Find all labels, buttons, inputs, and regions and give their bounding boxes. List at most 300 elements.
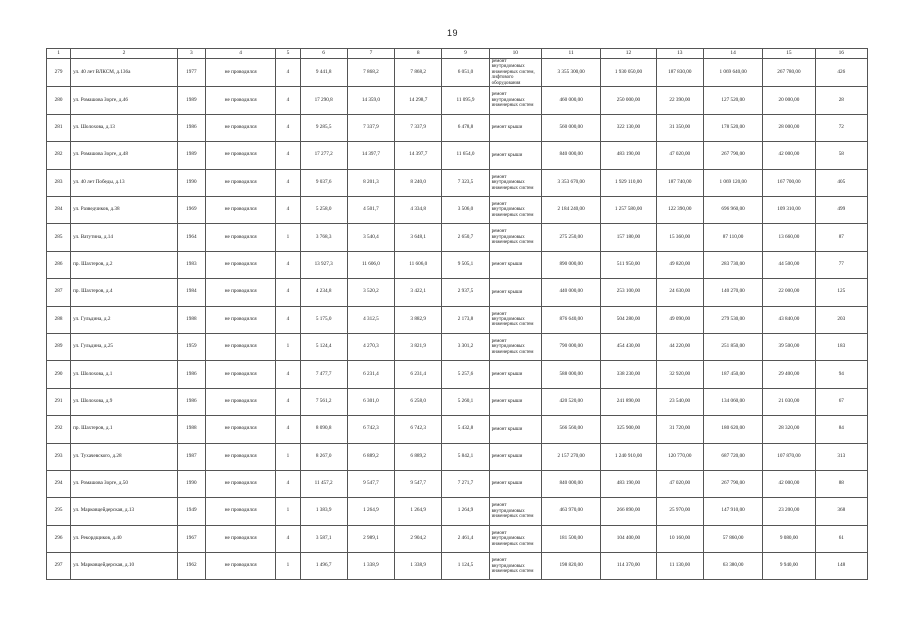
cell-address: ул. Гульдина, д.25 xyxy=(71,333,178,360)
cell-total-area: 13 927,3 xyxy=(300,251,347,278)
cell-total-area: 4 234,8 xyxy=(300,279,347,306)
cell-year-built: 1988 xyxy=(177,306,205,333)
cell-row-number: 286 xyxy=(47,251,71,278)
cell-year-built: 1990 xyxy=(177,470,205,497)
cell-municipal-cost: 1 069 640,00 xyxy=(703,59,762,87)
cell-year-built: 1986 xyxy=(177,388,205,415)
cell-total-area: 11 457,2 xyxy=(300,470,347,497)
cell-residents-count: 368 xyxy=(815,498,867,525)
cell-living-area: 6 889,2 xyxy=(347,443,394,470)
cell-regional-cost: 25 970,00 xyxy=(656,498,703,525)
column-header: 14 xyxy=(703,49,762,59)
cell-total-area: 7 477,7 xyxy=(300,361,347,388)
cell-private-area: 2 937,5 xyxy=(442,279,489,306)
cell-category: 1 xyxy=(276,333,300,360)
cell-regional-cost: 47 020,00 xyxy=(656,142,703,169)
cell-residential-area: 3 882,9 xyxy=(395,306,442,333)
cell-total-cost: 588 000,00 xyxy=(541,361,600,388)
cell-work-type: ремонт внутридомовых инженерных систем xyxy=(489,498,541,525)
table-row xyxy=(47,498,868,525)
cell-year-built: 1989 xyxy=(177,87,205,114)
cell-work-type: ремонт крыши xyxy=(489,361,541,388)
cell-residential-area: 7 337,9 xyxy=(395,114,442,141)
cell-municipal-cost: 57 860,00 xyxy=(703,525,762,552)
cell-address: ул. Ромашова Зорге, д.48 xyxy=(71,142,178,169)
cell-work-type: ремонт крыши xyxy=(489,470,541,497)
cell-owner-cost: 42 000,00 xyxy=(763,470,815,497)
cell-category: 4 xyxy=(276,59,300,87)
cell-row-number: 289 xyxy=(47,333,71,360)
cell-category: 4 xyxy=(276,251,300,278)
cell-residents-count: 77 xyxy=(815,251,867,278)
cell-work-type: ремонт внутридомовых инженерных систем xyxy=(489,196,541,223)
cell-private-area: 1 124,5 xyxy=(442,553,489,580)
cell-last-repair: не проводился xyxy=(205,196,275,223)
cell-regional-cost: 11 130,00 xyxy=(656,553,703,580)
table-row xyxy=(47,333,868,360)
cell-work-type: ремонт крыши xyxy=(489,251,541,278)
cell-regional-cost: 22 390,00 xyxy=(656,87,703,114)
cell-total-area: 9 285,5 xyxy=(300,114,347,141)
cell-fund-cost: 483 190,00 xyxy=(601,470,656,497)
cell-address: пр. Шахтеров, д.2 xyxy=(71,251,178,278)
cell-owner-cost: 42 000,00 xyxy=(763,142,815,169)
cell-residential-area: 3 422,1 xyxy=(395,279,442,306)
cell-address: ул. 40 лет ВЛКСМ, д.136а xyxy=(71,59,178,87)
cell-private-area: 11 095,9 xyxy=(442,87,489,114)
cell-owner-cost: 21 030,00 xyxy=(763,388,815,415)
cell-row-number: 297 xyxy=(47,553,71,580)
cell-owner-cost: 29 400,00 xyxy=(763,361,815,388)
cell-owner-cost: 22 000,00 xyxy=(763,279,815,306)
cell-living-area: 6 301,0 xyxy=(347,388,394,415)
cell-regional-cost: 31 720,00 xyxy=(656,416,703,443)
cell-total-cost: 420 520,00 xyxy=(541,388,600,415)
table-row xyxy=(47,224,868,251)
table-row xyxy=(47,553,868,580)
cell-address: ул. Шолохова, д.1 xyxy=(71,361,178,388)
cell-fund-cost: 241 890,00 xyxy=(601,388,656,415)
cell-private-area: 3 301,2 xyxy=(442,333,489,360)
cell-residential-area: 4 334,8 xyxy=(395,196,442,223)
cell-municipal-cost: 140 270,00 xyxy=(703,279,762,306)
cell-living-area: 2 989,1 xyxy=(347,525,394,552)
cell-living-area: 3 540,4 xyxy=(347,224,394,251)
cell-residential-area: 11 606,0 xyxy=(395,251,442,278)
cell-address: ул. Марковцейдерская, д.13 xyxy=(71,498,178,525)
cell-residents-count: 94 xyxy=(815,361,867,388)
cell-municipal-cost: 127 520,00 xyxy=(703,87,762,114)
cell-work-type: ремонт внутридомовых инженерных систем xyxy=(489,525,541,552)
cell-work-type: ремонт крыши xyxy=(489,416,541,443)
cell-total-area: 9 441,8 xyxy=(300,59,347,87)
cell-owner-cost: 23 200,00 xyxy=(763,498,815,525)
cell-living-area: 4 501,7 xyxy=(347,196,394,223)
cell-residents-count: 87 xyxy=(815,224,867,251)
cell-address: пр. Шахтеров, д.4 xyxy=(71,279,178,306)
table-row xyxy=(47,470,868,497)
cell-residential-area: 6 742,3 xyxy=(395,416,442,443)
cell-municipal-cost: 178 520,00 xyxy=(703,114,762,141)
table-row xyxy=(47,169,868,196)
cell-regional-cost: 31 350,00 xyxy=(656,114,703,141)
cell-residents-count: 148 xyxy=(815,553,867,580)
cell-residents-count: 58 xyxy=(815,142,867,169)
cell-residential-area: 9 547,7 xyxy=(395,470,442,497)
cell-last-repair: не проводился xyxy=(205,306,275,333)
cell-municipal-cost: 267 790,00 xyxy=(703,470,762,497)
cell-year-built: 1977 xyxy=(177,59,205,87)
cell-residential-area: 8 240,0 xyxy=(395,169,442,196)
cell-regional-cost: 120 770,00 xyxy=(656,443,703,470)
column-header: 2 xyxy=(71,49,178,59)
column-header: 16 xyxy=(815,49,867,59)
cell-total-cost: 2 184 240,00 xyxy=(541,196,600,223)
cell-total-cost: 566 560,00 xyxy=(541,416,600,443)
cell-fund-cost: 250 000,00 xyxy=(601,87,656,114)
cell-residents-count: 125 xyxy=(815,279,867,306)
cell-fund-cost: 1 240 910,00 xyxy=(601,443,656,470)
cell-category: 4 xyxy=(276,361,300,388)
cell-address: ул. Шолохова, д.9 xyxy=(71,388,178,415)
cell-total-cost: 790 000,00 xyxy=(541,333,600,360)
cell-living-area: 14 359,0 xyxy=(347,87,394,114)
cell-last-repair: не проводился xyxy=(205,470,275,497)
cell-owner-cost: 43 840,00 xyxy=(763,306,815,333)
cell-fund-cost: 157 180,00 xyxy=(601,224,656,251)
cell-year-built: 1990 xyxy=(177,169,205,196)
cell-regional-cost: 49 820,00 xyxy=(656,251,703,278)
cell-row-number: 293 xyxy=(47,443,71,470)
column-header: 15 xyxy=(763,49,815,59)
cell-last-repair: не проводился xyxy=(205,553,275,580)
cell-living-area: 9 547,7 xyxy=(347,470,394,497)
cell-private-area: 2 650,7 xyxy=(442,224,489,251)
cell-municipal-cost: 134 060,00 xyxy=(703,388,762,415)
cell-municipal-cost: 87 110,00 xyxy=(703,224,762,251)
cell-category: 1 xyxy=(276,498,300,525)
cell-row-number: 295 xyxy=(47,498,71,525)
table-header xyxy=(47,49,868,59)
cell-municipal-cost: 251 850,00 xyxy=(703,333,762,360)
cell-last-repair: не проводился xyxy=(205,361,275,388)
cell-row-number: 281 xyxy=(47,114,71,141)
cell-work-type: ремонт внутридомовых инженерных систем, лифтового оборудования xyxy=(489,59,541,87)
column-header: 8 xyxy=(395,49,442,59)
cell-work-type: ремонт внутридомовых инженерных систем xyxy=(489,333,541,360)
cell-total-cost: 3 355 300,00 xyxy=(541,59,600,87)
cell-regional-cost: 10 160,00 xyxy=(656,525,703,552)
cell-private-area: 6 051,0 xyxy=(442,59,489,87)
cell-row-number: 287 xyxy=(47,279,71,306)
cell-municipal-cost: 687 720,00 xyxy=(703,443,762,470)
cell-total-area: 1 496,7 xyxy=(300,553,347,580)
cell-municipal-cost: 283 730,00 xyxy=(703,251,762,278)
cell-total-cost: 890 000,00 xyxy=(541,251,600,278)
cell-year-built: 1983 xyxy=(177,251,205,278)
cell-municipal-cost: 147 910,00 xyxy=(703,498,762,525)
cell-year-built: 1986 xyxy=(177,361,205,388)
cell-private-area: 3 506,0 xyxy=(442,196,489,223)
cell-private-area: 11 654,0 xyxy=(442,142,489,169)
cell-private-area: 6 478,8 xyxy=(442,114,489,141)
table-body xyxy=(47,59,868,580)
cell-row-number: 283 xyxy=(47,169,71,196)
cell-work-type: ремонт крыши xyxy=(489,142,541,169)
cell-regional-cost: 187 830,00 xyxy=(656,59,703,87)
cell-category: 4 xyxy=(276,525,300,552)
cell-fund-cost: 1 929 110,00 xyxy=(601,169,656,196)
cell-residential-area: 14 397,7 xyxy=(395,142,442,169)
cell-address: ул. Ромашова Зорге, д.46 xyxy=(71,87,178,114)
cell-total-area: 5 258,0 xyxy=(300,196,347,223)
cell-fund-cost: 338 230,00 xyxy=(601,361,656,388)
cell-regional-cost: 15 360,00 xyxy=(656,224,703,251)
cell-last-repair: не проводился xyxy=(205,169,275,196)
cell-category: 1 xyxy=(276,553,300,580)
cell-residential-area: 14 298,7 xyxy=(395,87,442,114)
cell-regional-cost: 32 920,00 xyxy=(656,361,703,388)
cell-living-area: 6 231,4 xyxy=(347,361,394,388)
cell-fund-cost: 322 130,00 xyxy=(601,114,656,141)
cell-total-area: 5 124,4 xyxy=(300,333,347,360)
cell-total-cost: 198 820,00 xyxy=(541,553,600,580)
cell-address: ул. Рекордщиков, д.40 xyxy=(71,525,178,552)
cell-living-area: 7 337,9 xyxy=(347,114,394,141)
cell-municipal-cost: 1 069 120,00 xyxy=(703,169,762,196)
cell-fund-cost: 504 280,00 xyxy=(601,306,656,333)
cell-last-repair: не проводился xyxy=(205,443,275,470)
cell-total-area: 8 090,8 xyxy=(300,416,347,443)
cell-owner-cost: 13 660,00 xyxy=(763,224,815,251)
cell-living-area: 7 868,2 xyxy=(347,59,394,87)
table-row xyxy=(47,525,868,552)
cell-fund-cost: 104 400,00 xyxy=(601,525,656,552)
column-header: 4 xyxy=(205,49,275,59)
table-row xyxy=(47,361,868,388)
cell-private-area: 7 271,7 xyxy=(442,470,489,497)
cell-fund-cost: 266 890,00 xyxy=(601,498,656,525)
cell-regional-cost: 49 090,00 xyxy=(656,306,703,333)
cell-owner-cost: 109 310,00 xyxy=(763,196,815,223)
cell-row-number: 279 xyxy=(47,59,71,87)
header-row xyxy=(47,49,868,59)
cell-address: ул. Гульдина, д.2 xyxy=(71,306,178,333)
cell-living-area: 14 397,7 xyxy=(347,142,394,169)
cell-work-type: ремонт крыши xyxy=(489,388,541,415)
column-header: 6 xyxy=(300,49,347,59)
cell-municipal-cost: 267 790,00 xyxy=(703,142,762,169)
cell-total-area: 3 587,1 xyxy=(300,525,347,552)
cell-row-number: 284 xyxy=(47,196,71,223)
cell-private-area: 2 461,4 xyxy=(442,525,489,552)
cell-owner-cost: 44 500,00 xyxy=(763,251,815,278)
cell-total-area: 7 561,2 xyxy=(300,388,347,415)
cell-owner-cost: 9 080,00 xyxy=(763,525,815,552)
cell-residents-count: 313 xyxy=(815,443,867,470)
cell-year-built: 1962 xyxy=(177,553,205,580)
cell-regional-cost: 24 630,00 xyxy=(656,279,703,306)
cell-living-area: 6 742,3 xyxy=(347,416,394,443)
cell-residential-area: 7 868,2 xyxy=(395,59,442,87)
table-row xyxy=(47,251,868,278)
cell-living-area: 3 520,2 xyxy=(347,279,394,306)
cell-category: 4 xyxy=(276,416,300,443)
cell-total-cost: 181 500,00 xyxy=(541,525,600,552)
cell-category: 4 xyxy=(276,306,300,333)
cell-municipal-cost: 63 380,00 xyxy=(703,553,762,580)
cell-owner-cost: 20 000,00 xyxy=(763,87,815,114)
cell-living-area: 1 264,9 xyxy=(347,498,394,525)
cell-address: ул. Разведчиков, д.38 xyxy=(71,196,178,223)
cell-owner-cost: 107 870,00 xyxy=(763,443,815,470)
cell-fund-cost: 253 100,00 xyxy=(601,279,656,306)
table-row xyxy=(47,443,868,470)
column-header: 13 xyxy=(656,49,703,59)
cell-year-built: 1969 xyxy=(177,196,205,223)
cell-residents-count: 61 xyxy=(815,525,867,552)
cell-year-built: 1986 xyxy=(177,114,205,141)
cell-last-repair: не проводился xyxy=(205,333,275,360)
table-row xyxy=(47,59,868,87)
cell-private-area: 7 323,5 xyxy=(442,169,489,196)
cell-category: 1 xyxy=(276,443,300,470)
cell-private-area: 5 432,8 xyxy=(442,416,489,443)
cell-year-built: 1949 xyxy=(177,498,205,525)
cell-living-area: 1 338,9 xyxy=(347,553,394,580)
cell-residents-count: 183 xyxy=(815,333,867,360)
cell-owner-cost: 28 320,00 xyxy=(763,416,815,443)
cell-category: 4 xyxy=(276,470,300,497)
cell-municipal-cost: 180 620,00 xyxy=(703,416,762,443)
cell-fund-cost: 1 257 580,00 xyxy=(601,196,656,223)
cell-owner-cost: 9 940,00 xyxy=(763,553,815,580)
cell-address: ул. Тухачевского, д.28 xyxy=(71,443,178,470)
cell-total-area: 17 277,2 xyxy=(300,142,347,169)
cell-category: 1 xyxy=(276,224,300,251)
cell-work-type: ремонт крыши xyxy=(489,279,541,306)
cell-total-cost: 840 000,00 xyxy=(541,470,600,497)
cell-address: ул. Ромашова Зорге, д.50 xyxy=(71,470,178,497)
cell-last-repair: не проводился xyxy=(205,87,275,114)
cell-total-cost: 560 000,00 xyxy=(541,114,600,141)
cell-address: ул. 40 лет Победы, д.13 xyxy=(71,169,178,196)
cell-owner-cost: 267 780,00 xyxy=(763,59,815,87)
table-row xyxy=(47,142,868,169)
table-row xyxy=(47,416,868,443)
cell-private-area: 1 264,9 xyxy=(442,498,489,525)
column-header: 1 xyxy=(47,49,71,59)
table-row xyxy=(47,388,868,415)
cell-private-area: 5 260,1 xyxy=(442,388,489,415)
cell-last-repair: не проводился xyxy=(205,279,275,306)
cell-residential-area: 6 258,0 xyxy=(395,388,442,415)
cell-private-area: 5 257,6 xyxy=(442,361,489,388)
cell-row-number: 292 xyxy=(47,416,71,443)
cell-residential-area: 1 264,9 xyxy=(395,498,442,525)
cell-living-area: 4 312,5 xyxy=(347,306,394,333)
cell-row-number: 290 xyxy=(47,361,71,388)
cell-fund-cost: 511 950,00 xyxy=(601,251,656,278)
cell-address: ул. Марковцейдерская, д.10 xyxy=(71,553,178,580)
table-row xyxy=(47,114,868,141)
cell-living-area: 11 606,0 xyxy=(347,251,394,278)
cell-year-built: 1959 xyxy=(177,333,205,360)
cell-row-number: 280 xyxy=(47,87,71,114)
column-header: 3 xyxy=(177,49,205,59)
cell-category: 4 xyxy=(276,279,300,306)
cell-total-cost: 3 353 670,00 xyxy=(541,169,600,196)
cell-total-cost: 275 250,00 xyxy=(541,224,600,251)
cell-work-type: ремонт внутридомовых инженерных систем xyxy=(489,169,541,196)
cell-fund-cost: 483 190,00 xyxy=(601,142,656,169)
cell-regional-cost: 47 020,00 xyxy=(656,470,703,497)
cell-residential-area: 3 648,1 xyxy=(395,224,442,251)
cell-residents-count: 28 xyxy=(815,87,867,114)
cell-last-repair: не проводился xyxy=(205,224,275,251)
cell-row-number: 294 xyxy=(47,470,71,497)
cell-address: пр. Шахтеров, д.1 xyxy=(71,416,178,443)
cell-total-area: 17 290,8 xyxy=(300,87,347,114)
cell-living-area: 4 270,3 xyxy=(347,333,394,360)
cell-row-number: 285 xyxy=(47,224,71,251)
cell-row-number: 296 xyxy=(47,525,71,552)
cell-residents-count: 88 xyxy=(815,470,867,497)
cell-year-built: 1964 xyxy=(177,224,205,251)
cell-year-built: 1989 xyxy=(177,142,205,169)
column-header: 10 xyxy=(489,49,541,59)
cell-private-area: 2 173,8 xyxy=(442,306,489,333)
cell-total-cost: 876 640,00 xyxy=(541,306,600,333)
column-header: 9 xyxy=(442,49,489,59)
cell-regional-cost: 122 390,00 xyxy=(656,196,703,223)
cell-work-type: ремонт крыши xyxy=(489,443,541,470)
cell-regional-cost: 44 220,00 xyxy=(656,333,703,360)
cell-last-repair: не проводился xyxy=(205,142,275,169)
cell-last-repair: не проводился xyxy=(205,498,275,525)
cell-residents-count: 72 xyxy=(815,114,867,141)
cell-residential-area: 2 904,2 xyxy=(395,525,442,552)
cell-year-built: 1984 xyxy=(177,279,205,306)
cell-total-cost: 463 970,00 xyxy=(541,498,600,525)
cell-total-area: 1 383,9 xyxy=(300,498,347,525)
cell-regional-cost: 187 740,00 xyxy=(656,169,703,196)
table-row xyxy=(47,306,868,333)
cell-last-repair: не проводился xyxy=(205,388,275,415)
column-header: 11 xyxy=(541,49,600,59)
cell-total-area: 3 768,3 xyxy=(300,224,347,251)
cell-residential-area: 1 338,9 xyxy=(395,553,442,580)
cell-total-cost: 440 000,00 xyxy=(541,279,600,306)
cell-total-area: 9 037,6 xyxy=(300,169,347,196)
cell-residential-area: 6 889,2 xyxy=(395,443,442,470)
cell-private-area: 9 505,1 xyxy=(442,251,489,278)
cell-row-number: 282 xyxy=(47,142,71,169)
data-table xyxy=(46,48,868,580)
cell-municipal-cost: 279 530,00 xyxy=(703,306,762,333)
cell-category: 4 xyxy=(276,87,300,114)
table-row xyxy=(47,196,868,223)
cell-work-type: ремонт внутридомовых инженерных систем xyxy=(489,87,541,114)
cell-residents-count: 499 xyxy=(815,196,867,223)
cell-owner-cost: 28 000,00 xyxy=(763,114,815,141)
cell-address: ул. Ватутина, д.14 xyxy=(71,224,178,251)
cell-row-number: 291 xyxy=(47,388,71,415)
cell-residential-area: 6 231,4 xyxy=(395,361,442,388)
cell-category: 4 xyxy=(276,142,300,169)
cell-category: 4 xyxy=(276,196,300,223)
cell-residents-count: 84 xyxy=(815,416,867,443)
